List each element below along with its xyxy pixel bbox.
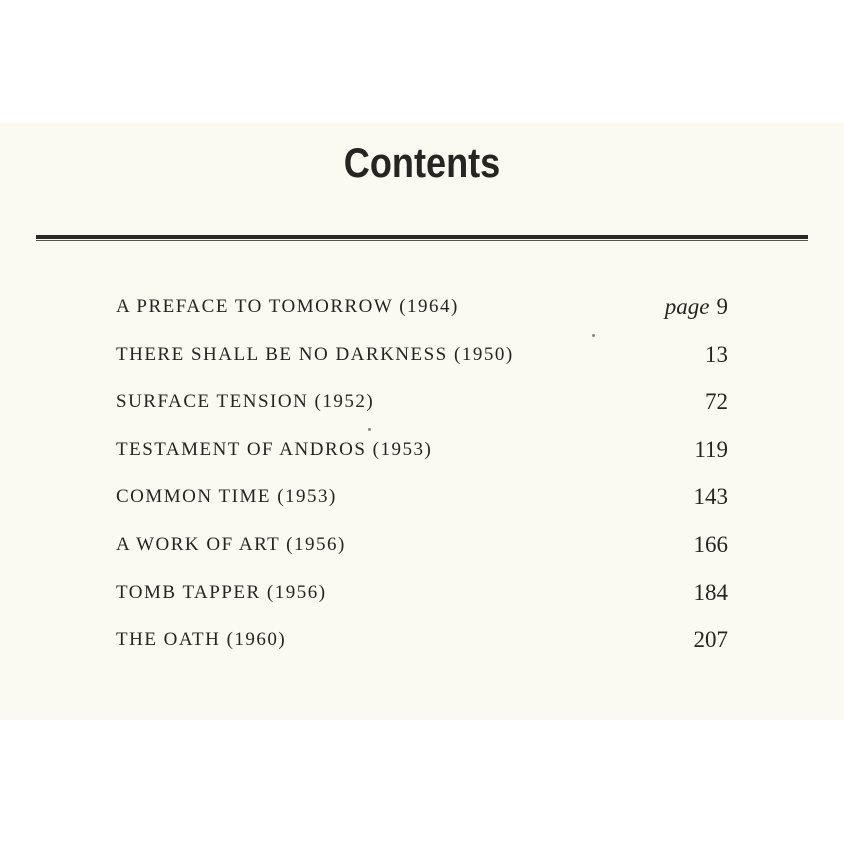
toc-entry-title: COMMON TIME (1953) [116, 486, 337, 508]
toc-entry-title: THE OATH (1960) [116, 629, 287, 651]
toc-entry-page [665, 290, 728, 324]
page-label: page [664, 294, 710, 319]
toc-entry [116, 290, 728, 338]
page-number: 166 [693, 531, 728, 557]
page-number: 143 [693, 484, 728, 510]
heading-rule [36, 235, 808, 241]
toc-entry [116, 528, 728, 576]
toc-entry-title: A WORK OF ART (1956) [116, 533, 346, 555]
toc-entry-title: TESTAMENT OF ANDROS (1953) [116, 438, 433, 460]
page-number: 9 [716, 294, 728, 319]
toc-entry [116, 480, 728, 528]
toc-entry-title: THERE SHALL BE NO DARKNESS (1950) [116, 343, 514, 365]
page-number: 119 [694, 436, 728, 462]
toc-entry [116, 576, 728, 624]
toc-entry [116, 385, 728, 433]
toc-entry-title: TOMB TAPPER (1956) [116, 581, 327, 603]
page-number: 207 [693, 627, 728, 653]
page-number: 13 [705, 341, 728, 367]
table-of-contents [116, 290, 728, 671]
contents-heading: Contents [343, 139, 501, 186]
toc-entry [116, 433, 728, 481]
paper-speck [592, 334, 595, 337]
toc-entry [116, 338, 728, 386]
page-number: 72 [705, 389, 728, 415]
toc-entry-title: A PREFACE TO TOMORROW (1964) [116, 296, 459, 317]
toc-entry [116, 623, 728, 671]
paper-speck [368, 428, 371, 431]
page-number: 184 [693, 579, 728, 605]
toc-entry-title: SURFACE TENSION (1952) [116, 391, 375, 413]
